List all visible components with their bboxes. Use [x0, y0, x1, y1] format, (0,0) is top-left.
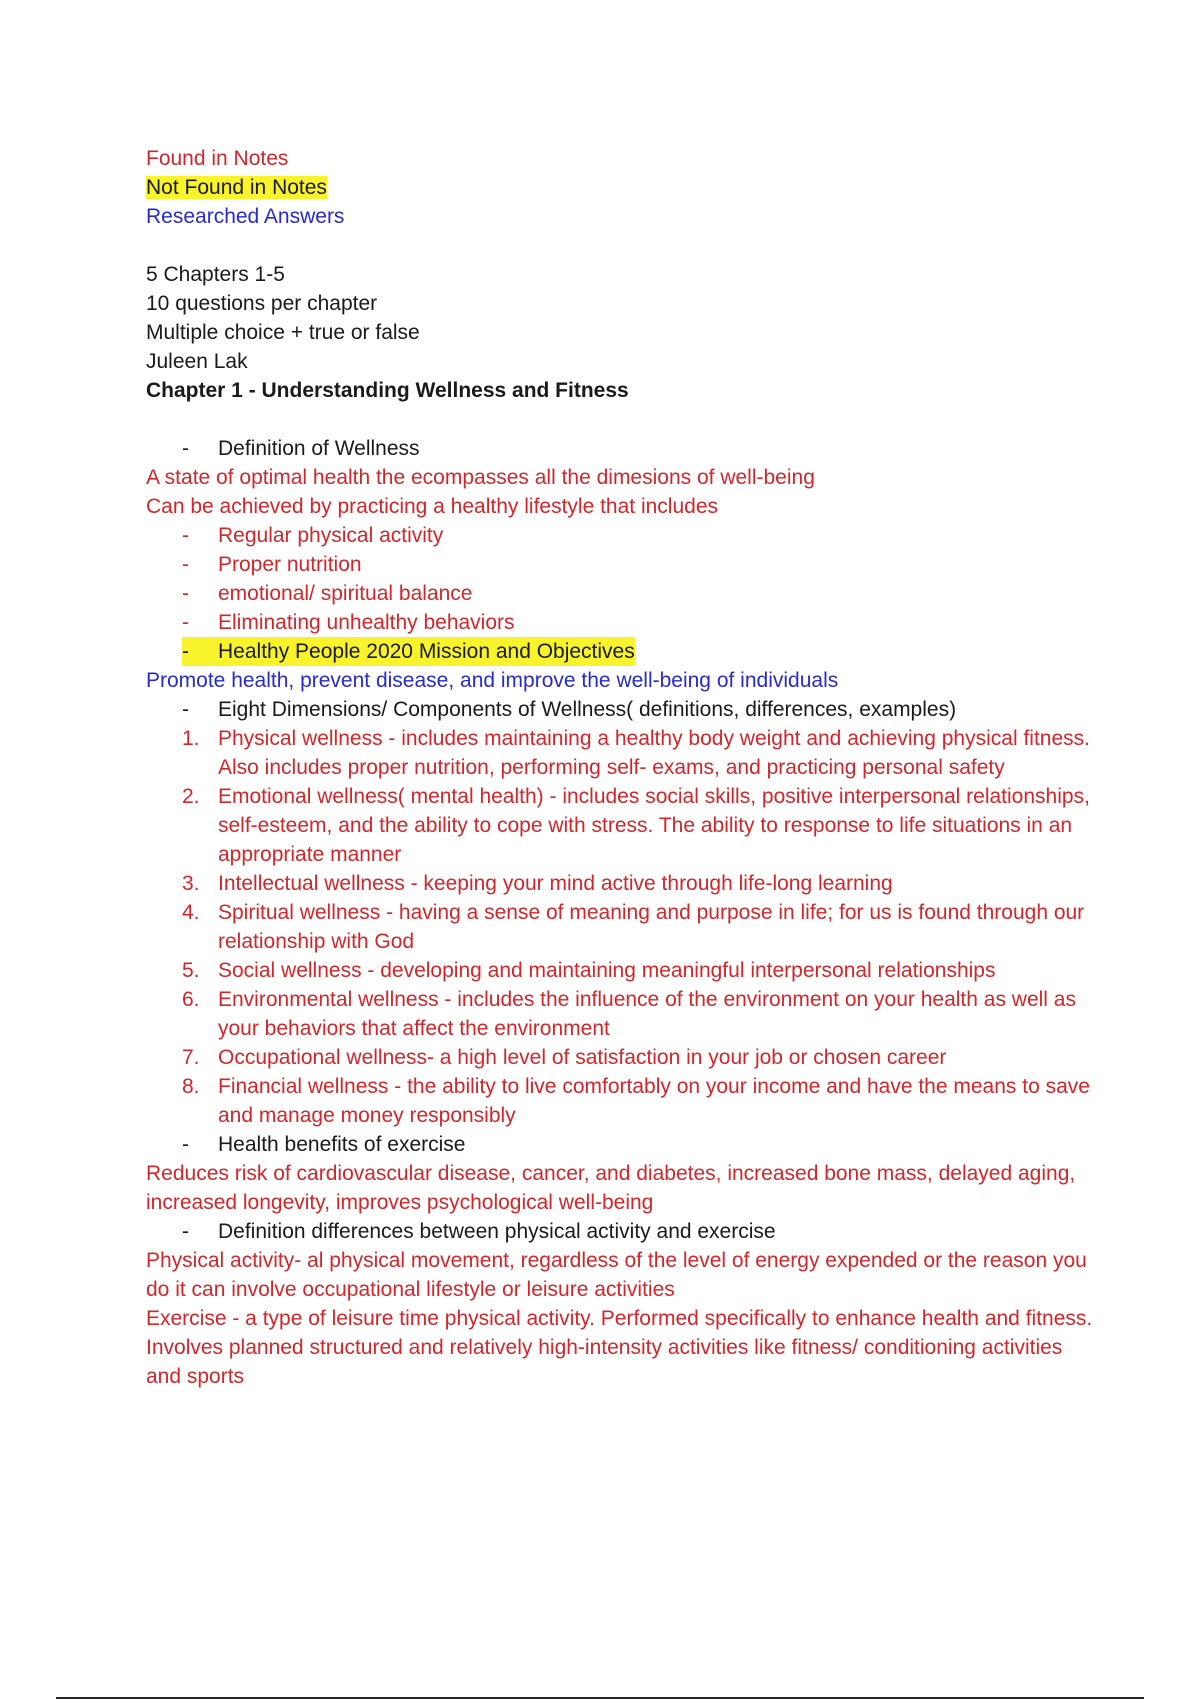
list-item: 1. Physical wellness - includes maintaining a healthy body weight and achieving physical fitness. Also includes proper nutrition, performing self- exams, and practicing personal safety — [182, 727, 1090, 779]
exercise-definition: Exercise - a type of leisure time physical activity. Performed specifically to enhance health and fitness. Involves planned structured and relatively high-intensity activities like fitness/ conditioning activities and sports — [146, 1307, 1093, 1388]
info-questions: 10 questions per chapter — [146, 292, 378, 315]
list-item: - Proper nutrition — [182, 553, 362, 576]
healthy-people-answer: Promote health, prevent disease, and improve the well-being of individuals — [146, 669, 839, 692]
healthy-people-heading: - Healthy People 2020 Mission and Objectives — [146, 637, 1096, 666]
benefits-text: Reduces risk of cardiovascular disease, cancer, and diabetes, increased bone mass, delayed aging, increased longevity, improves psychological well-being — [146, 1162, 1076, 1214]
list-item: - emotional/ spiritual balance — [182, 582, 473, 605]
info-chapters: 5 Chapters 1-5 — [146, 263, 285, 286]
list-item: 7. Occupational wellness- a high level of satisfaction in your job or chosen career — [182, 1046, 947, 1069]
list-item: - Eliminating unhealthy behaviors — [182, 611, 515, 634]
legend-found: Found in Notes — [146, 147, 289, 170]
wellness-heading: - Definition of Wellness — [182, 437, 420, 460]
info-format: Multiple choice + true or false — [146, 321, 420, 344]
list-item: 3. Intellectual wellness - keeping your mind active through life-long learning — [182, 872, 893, 895]
list-item: - Regular physical activity — [182, 524, 444, 547]
list-item: 6. Environmental wellness - includes the influence of the environment on your health as well as your behaviors that affect the environment — [182, 988, 1076, 1040]
list-item: 4. Spiritual wellness - having a sense of meaning and purpose in life; for us is found through our relationship with God — [182, 901, 1085, 953]
list-item: 2. Emotional wellness( mental health) - includes social skills, positive interpersonal relationships, self-esteem, and the ability to cope with stress. The ability to response to life situations in an appropriate manner — [182, 785, 1090, 866]
document-page — [146, 144, 1096, 1391]
list-item: 8. Financial wellness - the ability to live comfortably on your income and have the means to save and manage money responsibly — [182, 1075, 1090, 1127]
footer-divider — [56, 1697, 1144, 1699]
legend-not-found: Not Found in Notes — [146, 176, 327, 199]
benefits-heading: - Health benefits of exercise — [182, 1133, 466, 1156]
activity-heading: - Definition differences between physical activity and exercise — [182, 1220, 776, 1243]
dimensions-heading: - Eight Dimensions/ Components of Wellness( definitions, differences, examples) — [182, 698, 957, 721]
info-author: Juleen Lak — [146, 350, 248, 373]
wellness-def2: Can be achieved by practicing a healthy lifestyle that includes — [146, 495, 719, 518]
wellness-def1: A state of optimal health the ecompasses all the dimesions of well-being — [146, 466, 815, 489]
physical-activity-definition: Physical activity- al physical movement, regardless of the level of energy expended or the reason you do it can involve occupational lifestyle or leisure activities — [146, 1249, 1087, 1301]
legend-researched: Researched Answers — [146, 205, 345, 228]
list-item: 5. Social wellness - developing and maintaining meaningful interpersonal relationships — [182, 959, 996, 982]
chapter-title: Chapter 1 - Understanding Wellness and Fitness — [146, 379, 629, 402]
